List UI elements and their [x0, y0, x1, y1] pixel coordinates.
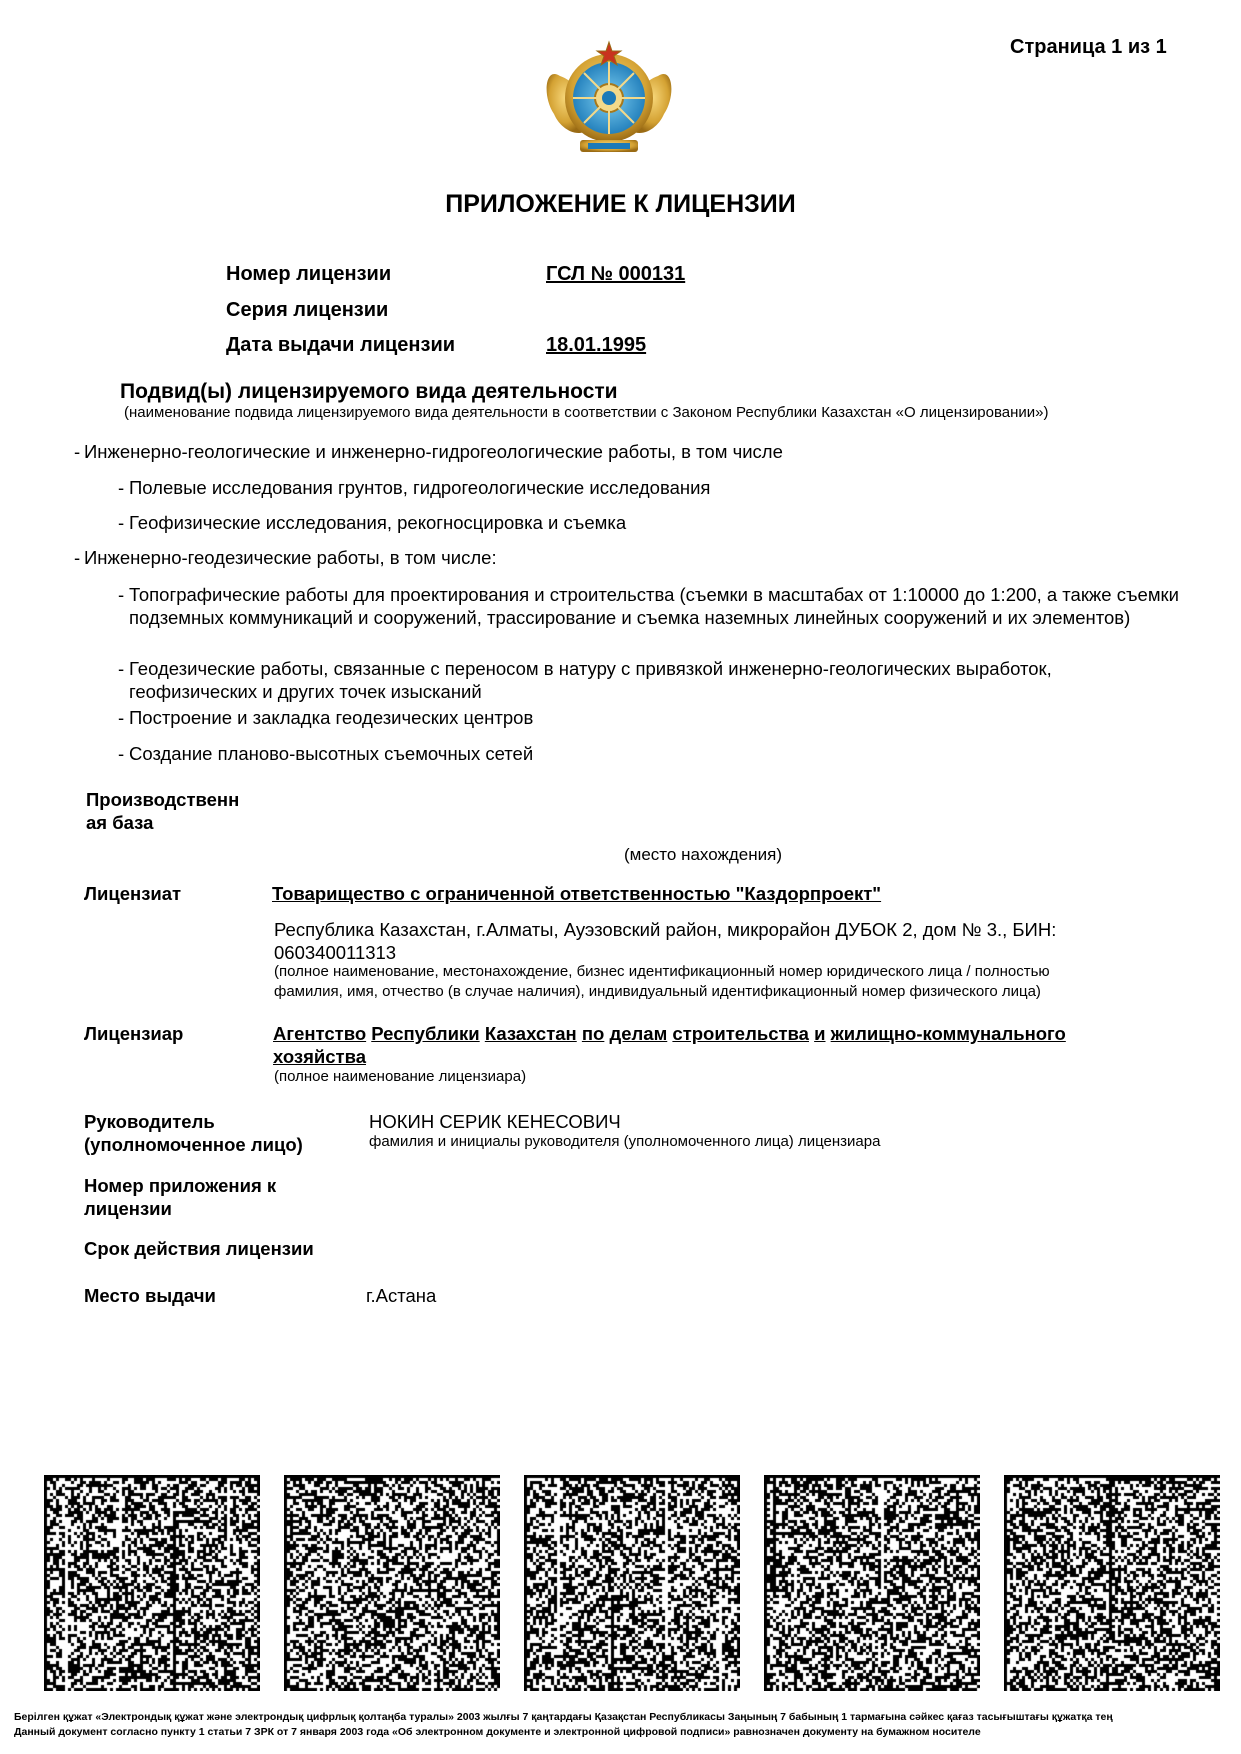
- page-counter: Страница 1 из 1: [1010, 36, 1167, 58]
- licensor-name-line2: хозяйства: [273, 1046, 367, 1067]
- activity-item: - Полевые исследования грунтов, гидрогеологические исследования: [118, 477, 711, 498]
- licensor-label: Лицензиар: [84, 1023, 184, 1044]
- activity-item: - Инженерно-геодезические работы, в том числе:: [74, 547, 497, 568]
- licensee-note: (полное наименование, местонахождение, бизнес идентификационный номер юридического лица / полностью фамилия, имя, отчество (в случае наличия), индивидуальный идентификационный номер физического лица): [274, 963, 1050, 1000]
- license-date-label: Дата выдачи лицензии: [226, 334, 456, 356]
- barcode-5-icon: [1004, 1475, 1220, 1691]
- licensee-label: Лицензиат: [84, 883, 182, 904]
- licensee-name: Товарищество с ограниченной ответственностью "Каздорпроект": [272, 883, 882, 904]
- licensor-note: (полное наименование лицензиара): [274, 1068, 527, 1085]
- activity-item: - Инженерно-геологические и инженерно-гидрогеологические работы, в том числе: [74, 441, 783, 462]
- subtypes-note: (наименование подвида лицензируемого вида деятельности в соответствии с Законом Республики Казахстан «О лицензировании»): [124, 404, 1049, 421]
- barcode-2-icon: [284, 1475, 500, 1691]
- state-emblem-icon: [540, 36, 678, 166]
- location-note: (место нахождения): [624, 845, 782, 864]
- head-value: НОКИН СЕРИК КЕНЕСОВИЧ: [369, 1111, 621, 1132]
- production-base-label: Производственн ая база: [86, 789, 240, 833]
- activity-item: - Геофизические исследования, рекогносцировка и съемка: [118, 512, 627, 533]
- activity-item: - Геодезические работы, связанные с переносом в натуру с привязкой инженерно-геологических выработок, геофизических и других точек изысканий: [118, 658, 1052, 702]
- issue-place-value: г.Астана: [366, 1285, 437, 1306]
- appendix-number-label: Номер приложения к лицензии: [84, 1175, 277, 1219]
- issue-place-label: Место выдачи: [84, 1285, 216, 1306]
- activity-item: - Создание планово-высотных съемочных сетей: [118, 743, 534, 764]
- barcode-1-icon: [44, 1475, 260, 1691]
- license-number-label: Номер лицензии: [226, 263, 392, 285]
- licensor-name: Агентство Республики Казахстан по делам строительства и жилищно-коммунального: [273, 1023, 1066, 1044]
- activity-item: - Построение и закладка геодезических центров: [118, 707, 534, 728]
- license-series-label: Серия лицензии: [226, 299, 389, 321]
- license-number-value: ГСЛ № 000131: [546, 263, 686, 285]
- head-label: Руководитель (уполномоченное лицо): [84, 1111, 303, 1155]
- activity-item: - Топографические работы для проектирования и строительства (съемки в масштабах от 1:10000 до 1:200, а также съемки подземных коммуникаций и сооружений, трассирование и съемка наземных линейных сооружений и их элементов): [118, 584, 1179, 628]
- validity-label: Срок действия лицензии: [84, 1238, 314, 1259]
- license-date-value: 18.01.1995: [546, 334, 647, 356]
- subtypes-heading: Подвид(ы) лицензируемого вида деятельности: [120, 380, 618, 403]
- barcode-3-icon: [524, 1475, 740, 1691]
- head-note: фамилия и инициалы руководителя (уполномоченного лица) лицензиара: [369, 1133, 881, 1150]
- barcode-strip: [44, 1475, 1224, 1695]
- document-title: ПРИЛОЖЕНИЕ К ЛИЦЕНЗИИ: [445, 190, 796, 218]
- legal-footer: Берілген құжат «Электрондық құжат және электрондық цифрлық қолтаңба туралы» 2003 жылғы 7 қаңтардағы Қазақстан Республикасы Заңының 7 бабының 1 тармағына сәйкес қағаз тасығыштағы құжатқа тең Данный документ согласно пункту 1 статьи 7 ЗРК от 7 января 2003 года «Об электронном документе и электронной цифровой подписи» равнозначен документу на бумажном носителе: [14, 1711, 1113, 1738]
- barcode-4-icon: [764, 1475, 980, 1691]
- licensee-address: Республика Казахстан, г.Алматы, Ауэзовский район, микрорайон ДУБОК 2, дом № 3., БИН: 060340011313: [274, 919, 1057, 963]
